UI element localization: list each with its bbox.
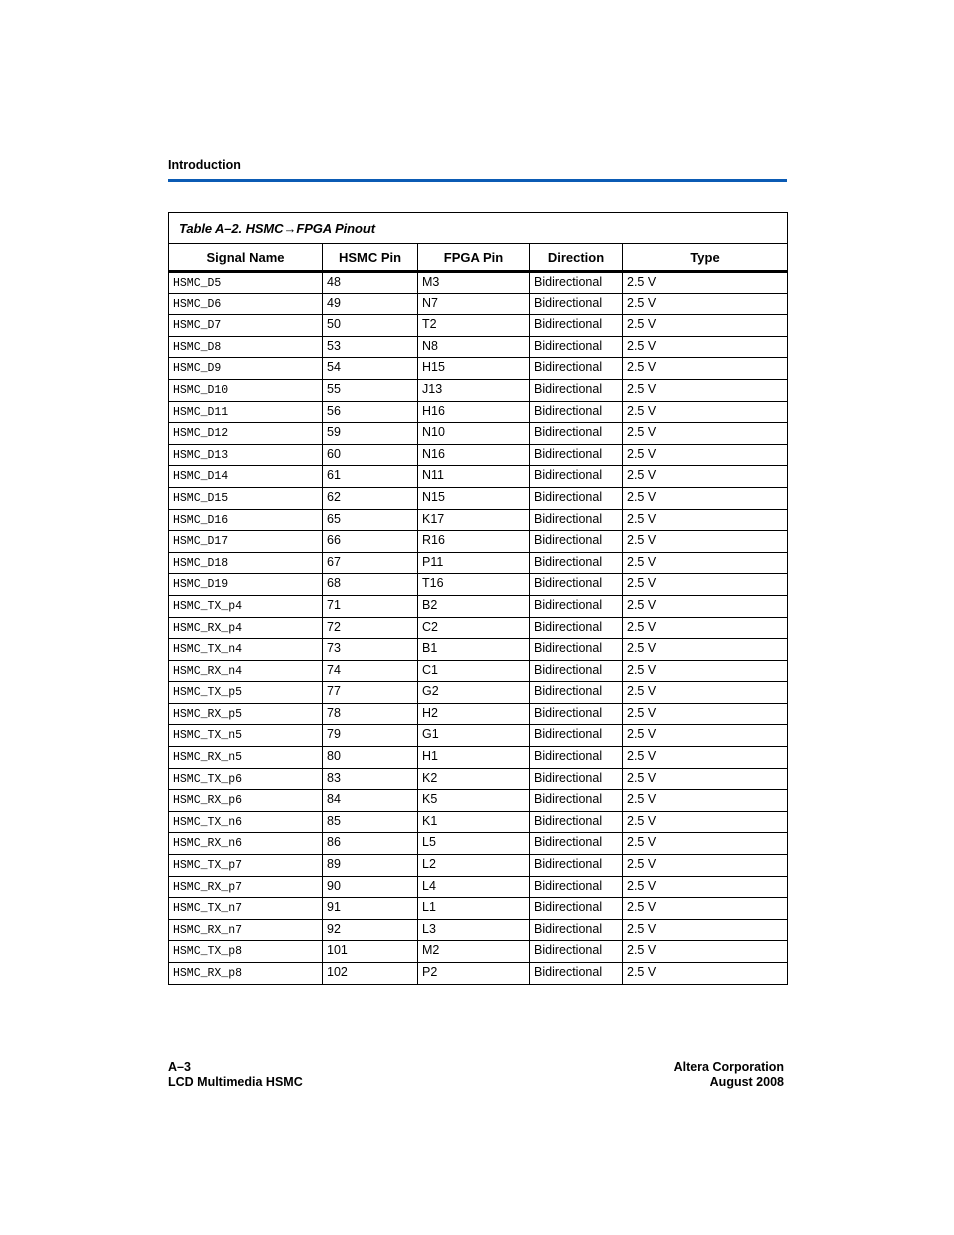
cell-hsmc-pin: 89 (323, 855, 418, 877)
table-row (169, 293, 788, 315)
cell-signal-name: HSMC_D19 (169, 574, 323, 596)
cell-hsmc-pin: 56 (323, 401, 418, 423)
cell-direction: Bidirectional (530, 315, 623, 337)
cell-direction: Bidirectional (530, 768, 623, 790)
cell-direction: Bidirectional (530, 423, 623, 445)
cell-type: 2.5 V (623, 379, 788, 401)
cell-fpga-pin: B2 (418, 595, 530, 617)
cell-hsmc-pin: 67 (323, 552, 418, 574)
cell-fpga-pin: K1 (418, 811, 530, 833)
cell-hsmc-pin: 65 (323, 509, 418, 531)
cell-type: 2.5 V (623, 595, 788, 617)
cell-direction: Bidirectional (530, 379, 623, 401)
cell-signal-name: HSMC_D6 (169, 293, 323, 315)
cell-hsmc-pin: 55 (323, 379, 418, 401)
cell-fpga-pin: H1 (418, 747, 530, 769)
cell-type: 2.5 V (623, 487, 788, 509)
cell-signal-name: HSMC_TX_n4 (169, 639, 323, 661)
cell-type: 2.5 V (623, 639, 788, 661)
cell-type: 2.5 V (623, 574, 788, 596)
table-row (169, 336, 788, 358)
cell-signal-name: HSMC_D8 (169, 336, 323, 358)
cell-fpga-pin: L3 (418, 919, 530, 941)
table-row (169, 941, 788, 963)
cell-direction: Bidirectional (530, 531, 623, 553)
cell-signal-name: HSMC_RX_p5 (169, 703, 323, 725)
cell-type: 2.5 V (623, 876, 788, 898)
cell-hsmc-pin: 92 (323, 919, 418, 941)
cell-direction: Bidirectional (530, 876, 623, 898)
cell-direction: Bidirectional (530, 617, 623, 639)
cell-fpga-pin: K17 (418, 509, 530, 531)
cell-fpga-pin: L5 (418, 833, 530, 855)
cell-fpga-pin: H2 (418, 703, 530, 725)
cell-type: 2.5 V (623, 466, 788, 488)
table-row (169, 703, 788, 725)
cell-hsmc-pin: 68 (323, 574, 418, 596)
cell-direction: Bidirectional (530, 466, 623, 488)
table-row (169, 487, 788, 509)
table-row (169, 682, 788, 704)
cell-direction: Bidirectional (530, 898, 623, 920)
cell-hsmc-pin: 90 (323, 876, 418, 898)
cell-hsmc-pin: 83 (323, 768, 418, 790)
table-row (169, 552, 788, 574)
cell-direction: Bidirectional (530, 703, 623, 725)
table-row (169, 531, 788, 553)
cell-signal-name: HSMC_D11 (169, 401, 323, 423)
table-row (169, 963, 788, 985)
cell-signal-name: HSMC_D5 (169, 272, 323, 294)
cell-hsmc-pin: 86 (323, 833, 418, 855)
table-caption: Table A–2. HSMC→FPGA Pinout (169, 213, 788, 244)
cell-signal-name: HSMC_D12 (169, 423, 323, 445)
table-row (169, 876, 788, 898)
cell-type: 2.5 V (623, 358, 788, 380)
column-header-fpga-pin: FPGA Pin (418, 244, 530, 272)
table-header-row (169, 244, 788, 272)
cell-type: 2.5 V (623, 293, 788, 315)
cell-type: 2.5 V (623, 790, 788, 812)
cell-hsmc-pin: 80 (323, 747, 418, 769)
cell-hsmc-pin: 66 (323, 531, 418, 553)
cell-hsmc-pin: 61 (323, 466, 418, 488)
cell-fpga-pin: N10 (418, 423, 530, 445)
cell-direction: Bidirectional (530, 293, 623, 315)
table-row (169, 639, 788, 661)
publication-date: August 2008 (709, 1075, 784, 1089)
column-header-signal-name: Signal Name (169, 244, 323, 272)
pinout-table (168, 212, 788, 985)
cell-direction: Bidirectional (530, 682, 623, 704)
cell-signal-name: HSMC_D16 (169, 509, 323, 531)
cell-direction: Bidirectional (530, 401, 623, 423)
cell-signal-name: HSMC_TX_p5 (169, 682, 323, 704)
cell-type: 2.5 V (623, 833, 788, 855)
cell-fpga-pin: T2 (418, 315, 530, 337)
cell-fpga-pin: P11 (418, 552, 530, 574)
cell-direction: Bidirectional (530, 725, 623, 747)
table-row (169, 444, 788, 466)
table-row (169, 595, 788, 617)
cell-hsmc-pin: 101 (323, 941, 418, 963)
cell-hsmc-pin: 85 (323, 811, 418, 833)
page-number: A–3 (168, 1060, 191, 1074)
cell-type: 2.5 V (623, 272, 788, 294)
cell-fpga-pin: G1 (418, 725, 530, 747)
cell-direction: Bidirectional (530, 660, 623, 682)
cell-type: 2.5 V (623, 401, 788, 423)
table-row (169, 401, 788, 423)
cell-fpga-pin: N15 (418, 487, 530, 509)
cell-type: 2.5 V (623, 531, 788, 553)
cell-hsmc-pin: 71 (323, 595, 418, 617)
table-row (169, 811, 788, 833)
cell-signal-name: HSMC_D7 (169, 315, 323, 337)
cell-fpga-pin: J13 (418, 379, 530, 401)
cell-direction: Bidirectional (530, 639, 623, 661)
table-row (169, 272, 788, 294)
cell-type: 2.5 V (623, 552, 788, 574)
table-row (169, 833, 788, 855)
cell-direction: Bidirectional (530, 595, 623, 617)
table-row (169, 747, 788, 769)
cell-signal-name: HSMC_TX_p4 (169, 595, 323, 617)
table-row (169, 617, 788, 639)
cell-hsmc-pin: 91 (323, 898, 418, 920)
cell-type: 2.5 V (623, 617, 788, 639)
cell-hsmc-pin: 54 (323, 358, 418, 380)
cell-signal-name: HSMC_RX_p8 (169, 963, 323, 985)
cell-fpga-pin: N11 (418, 466, 530, 488)
cell-signal-name: HSMC_D18 (169, 552, 323, 574)
table-row (169, 358, 788, 380)
cell-hsmc-pin: 60 (323, 444, 418, 466)
cell-type: 2.5 V (623, 315, 788, 337)
cell-fpga-pin: L1 (418, 898, 530, 920)
cell-hsmc-pin: 72 (323, 617, 418, 639)
cell-type: 2.5 V (623, 444, 788, 466)
cell-hsmc-pin: 53 (323, 336, 418, 358)
column-header-type: Type (623, 244, 788, 272)
cell-direction: Bidirectional (530, 941, 623, 963)
table-row (169, 423, 788, 445)
cell-hsmc-pin: 73 (323, 639, 418, 661)
cell-direction: Bidirectional (530, 272, 623, 294)
cell-signal-name: HSMC_RX_n6 (169, 833, 323, 855)
cell-direction: Bidirectional (530, 444, 623, 466)
cell-hsmc-pin: 74 (323, 660, 418, 682)
cell-fpga-pin: N8 (418, 336, 530, 358)
cell-signal-name: HSMC_D14 (169, 466, 323, 488)
cell-fpga-pin: M2 (418, 941, 530, 963)
cell-hsmc-pin: 49 (323, 293, 418, 315)
cell-signal-name: HSMC_TX_n5 (169, 725, 323, 747)
table-row (169, 315, 788, 337)
cell-signal-name: HSMC_D15 (169, 487, 323, 509)
cell-hsmc-pin: 84 (323, 790, 418, 812)
footer-left (168, 1060, 303, 1090)
table-row (169, 898, 788, 920)
cell-type: 2.5 V (623, 725, 788, 747)
cell-signal-name: HSMC_RX_n7 (169, 919, 323, 941)
cell-type: 2.5 V (623, 747, 788, 769)
cell-direction: Bidirectional (530, 833, 623, 855)
table-row (169, 379, 788, 401)
cell-direction: Bidirectional (530, 358, 623, 380)
cell-fpga-pin: N7 (418, 293, 530, 315)
cell-fpga-pin: G2 (418, 682, 530, 704)
table-row (169, 855, 788, 877)
table-row (169, 466, 788, 488)
cell-hsmc-pin: 62 (323, 487, 418, 509)
cell-direction: Bidirectional (530, 790, 623, 812)
cell-fpga-pin: K2 (418, 768, 530, 790)
cell-direction: Bidirectional (530, 336, 623, 358)
cell-signal-name: HSMC_TX_n6 (169, 811, 323, 833)
cell-direction: Bidirectional (530, 811, 623, 833)
cell-signal-name: HSMC_TX_p7 (169, 855, 323, 877)
cell-direction: Bidirectional (530, 963, 623, 985)
cell-direction: Bidirectional (530, 487, 623, 509)
table-row (169, 574, 788, 596)
table-row (169, 919, 788, 941)
cell-fpga-pin: L2 (418, 855, 530, 877)
cell-type: 2.5 V (623, 682, 788, 704)
cell-type: 2.5 V (623, 898, 788, 920)
cell-signal-name: HSMC_RX_p7 (169, 876, 323, 898)
cell-fpga-pin: H16 (418, 401, 530, 423)
cell-fpga-pin: T16 (418, 574, 530, 596)
cell-direction: Bidirectional (530, 552, 623, 574)
cell-signal-name: HSMC_TX_n7 (169, 898, 323, 920)
cell-hsmc-pin: 102 (323, 963, 418, 985)
cell-signal-name: HSMC_D13 (169, 444, 323, 466)
table-row (169, 509, 788, 531)
cell-signal-name: HSMC_TX_p8 (169, 941, 323, 963)
cell-hsmc-pin: 48 (323, 272, 418, 294)
column-header-hsmc-pin: HSMC Pin (323, 244, 418, 272)
cell-hsmc-pin: 59 (323, 423, 418, 445)
cell-signal-name: HSMC_RX_p4 (169, 617, 323, 639)
cell-type: 2.5 V (623, 703, 788, 725)
cell-fpga-pin: C1 (418, 660, 530, 682)
cell-type: 2.5 V (623, 941, 788, 963)
cell-signal-name: HSMC_RX_n4 (169, 660, 323, 682)
cell-signal-name: HSMC_TX_p6 (169, 768, 323, 790)
cell-signal-name: HSMC_RX_p6 (169, 790, 323, 812)
cell-type: 2.5 V (623, 963, 788, 985)
footer-right (674, 1060, 784, 1090)
cell-type: 2.5 V (623, 660, 788, 682)
cell-signal-name: HSMC_D10 (169, 379, 323, 401)
cell-direction: Bidirectional (530, 574, 623, 596)
cell-type: 2.5 V (623, 423, 788, 445)
cell-fpga-pin: H15 (418, 358, 530, 380)
cell-fpga-pin: P2 (418, 963, 530, 985)
table-row (169, 725, 788, 747)
table-row (169, 790, 788, 812)
cell-direction: Bidirectional (530, 747, 623, 769)
cell-fpga-pin: C2 (418, 617, 530, 639)
cell-type: 2.5 V (623, 768, 788, 790)
cell-fpga-pin: M3 (418, 272, 530, 294)
cell-fpga-pin: B1 (418, 639, 530, 661)
table-row (169, 768, 788, 790)
cell-hsmc-pin: 77 (323, 682, 418, 704)
section-title: Introduction (168, 158, 241, 172)
cell-signal-name: HSMC_D9 (169, 358, 323, 380)
cell-fpga-pin: K5 (418, 790, 530, 812)
cell-type: 2.5 V (623, 811, 788, 833)
cell-signal-name: HSMC_D17 (169, 531, 323, 553)
cell-direction: Bidirectional (530, 509, 623, 531)
cell-hsmc-pin: 78 (323, 703, 418, 725)
cell-direction: Bidirectional (530, 919, 623, 941)
cell-signal-name: HSMC_RX_n5 (169, 747, 323, 769)
company-name: Altera Corporation (673, 1060, 784, 1074)
cell-type: 2.5 V (623, 855, 788, 877)
column-header-direction: Direction (530, 244, 623, 272)
table-row (169, 660, 788, 682)
cell-fpga-pin: R16 (418, 531, 530, 553)
cell-type: 2.5 V (623, 336, 788, 358)
cell-hsmc-pin: 79 (323, 725, 418, 747)
cell-type: 2.5 V (623, 509, 788, 531)
cell-type: 2.5 V (623, 919, 788, 941)
document-title: LCD Multimedia HSMC (168, 1075, 303, 1089)
cell-fpga-pin: L4 (418, 876, 530, 898)
cell-hsmc-pin: 50 (323, 315, 418, 337)
cell-direction: Bidirectional (530, 855, 623, 877)
cell-fpga-pin: N16 (418, 444, 530, 466)
header-rule (168, 179, 787, 182)
